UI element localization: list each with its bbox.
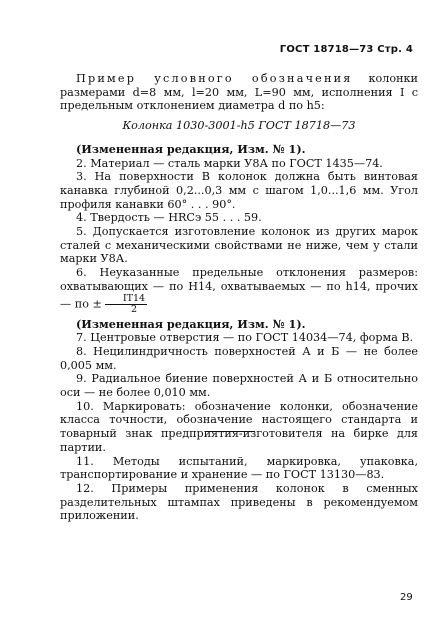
intro-spaced-text: Пример условного обозначения [76, 72, 353, 85]
item-5: 5. Допускается изготовление колонок из других марок сталей с механическими свойствами не ниже, чем у стали марки У8А. [60, 225, 418, 266]
fraction-numerator: IT14 [105, 294, 147, 305]
tolerance-fraction [105, 294, 147, 315]
item-7: 7. Центровые отверстия — по ГОСТ 14034—74, форма В. [76, 331, 414, 345]
item-8: 8. Нецилиндричность поверхностей А и Б — не более 0,005 мм. [60, 344, 418, 372]
designation-example: Колонка 1030-3001-h5 ГОСТ 18718—73 [122, 119, 356, 133]
fraction-denominator: 2 [130, 303, 137, 315]
body-text [60, 72, 418, 523]
edition-note-1: (Измененная редакция, Изм. № 1). [76, 141, 306, 156]
item-6 [60, 266, 418, 314]
end-divider [205, 431, 255, 432]
item-12: 12. Примеры применения колонок в сменных разделительных штампах приведены в рекомендуемом приложении. [60, 481, 418, 523]
item-9: 9. Радиальное биение поверхностей А и Б относительно оси — не более 0,010 мм. [60, 372, 418, 400]
item-4: 4. Твердость — HRCэ 55 . . . 59. [76, 211, 262, 225]
item-11: 11. Методы испытаний, маркировка, упаковка, транспортирование и хранение — по ГОСТ 13130—83. [60, 454, 418, 482]
edition-note-2: (Измененная редакция, Изм. № 1). [76, 316, 306, 331]
item-2: 2. Материал — сталь марки У8А по ГОСТ 1435—74. [76, 156, 383, 170]
item-3: 3. На поверхности В колонок должна быть винтовая канавка глубиной 0,2...0,3 мм с шагом 1,0...1,6 мм. Угол профиля канавки 60° . . . 90°. [60, 170, 418, 211]
page-header: ГОСТ 18718—73 Стр. 4 [279, 44, 413, 55]
item-10: 10. Маркировать: обозначение колонки, обозначение класса точности, обозначение настоящего стандарта и товарный знак предприятия-изготовителя на бирке для партии. [60, 399, 418, 454]
page-number: 29 [400, 592, 413, 603]
intro-rest-text: колонки размерами d=8 мм, l=20 мм, L=90 мм, исполнения I с предельным отклонением диаметра d по h5: [60, 72, 418, 113]
item-6-text: 6. Неуказанные предельные отклонения размеров: охватывающих — по Н14, охватываемых — по h14, прочих — по ± [60, 266, 418, 311]
intro-paragraph [60, 72, 418, 113]
